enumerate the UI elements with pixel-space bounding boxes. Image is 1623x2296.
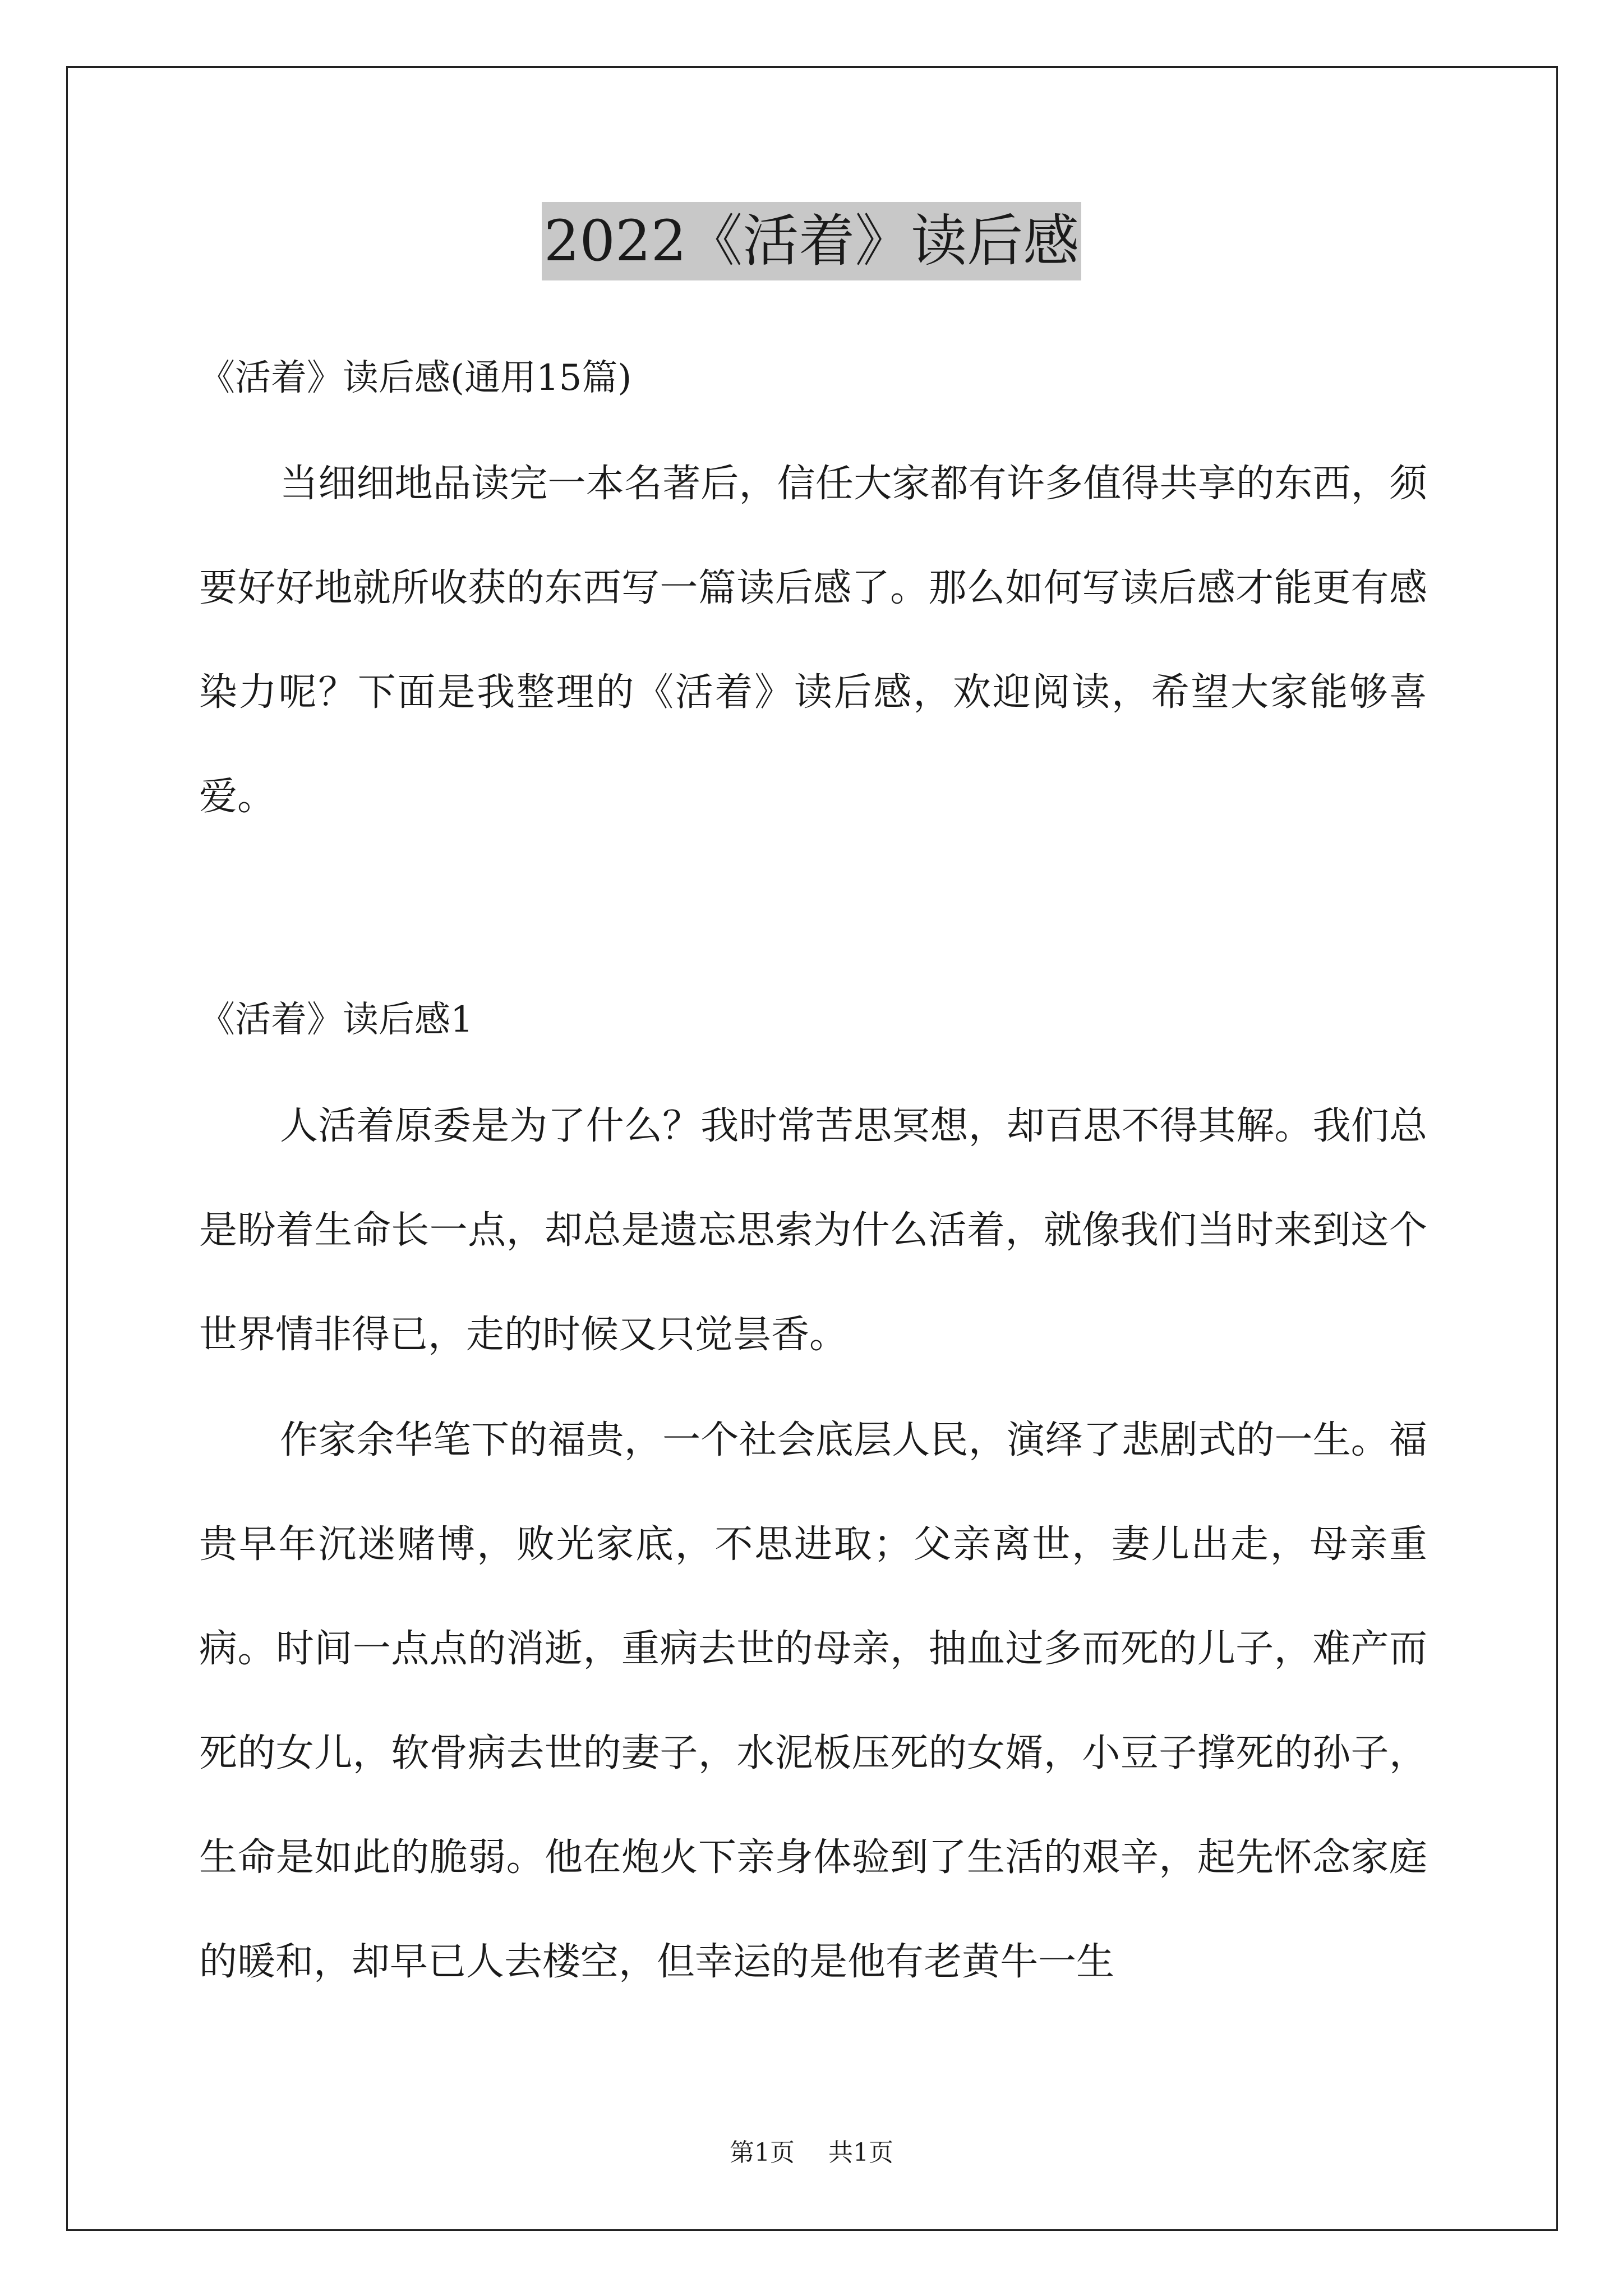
body-paragraph: 作家余华笔下的福贵，一个社会底层人民，演绎了悲剧式的一生。福贵早年沉迷赌博，败光家底，不思进取；父亲离世，妻儿出走，母亲重病。时间一点点的消逝，重病去世的母亲，抽血过多而死的儿子，难产而死的女儿，软骨病去世的妻子，水泥板压死的女婿，小豆子撑死的孙子，生命是如此的脆弱。他在炮火下亲身体验到了生活的艰辛，起先怀念家庭的暖和，却早已人去楼空，但幸运的是他有老黄牛一生 (199, 1418, 1427, 1984)
page-footer (0, 2136, 1623, 2170)
title-container (0, 202, 1623, 280)
document-subtitle: 《活着》读后感(通用15篇) (199, 357, 632, 399)
body-paragraph: 人活着原委是为了什么？我时常苦思冥想，却百思不得其解。我们总是盼着生命长一点，却总是遗忘思索为什么活着，就像我们当时来到这个世界情非得已，走的时候又只觉昙香。 (199, 1104, 1427, 1357)
page-number: 第1页 (730, 2138, 795, 2167)
document-title: 2022《活着》读后感 (542, 202, 1082, 280)
intro-paragraph: 当细细地品读完一本名著后，信任大家都有许多值得共享的东西，须要好好地就所收获的东西写一篇读后感了。那么如何写读后感才能更有感染力呢？下面是我整理的《活着》读后感，欢迎阅读，希望大家能够喜爱。 (199, 462, 1427, 819)
section-heading: 《活着》读后感1 (199, 999, 473, 1041)
page-total: 共1页 (828, 2138, 893, 2167)
